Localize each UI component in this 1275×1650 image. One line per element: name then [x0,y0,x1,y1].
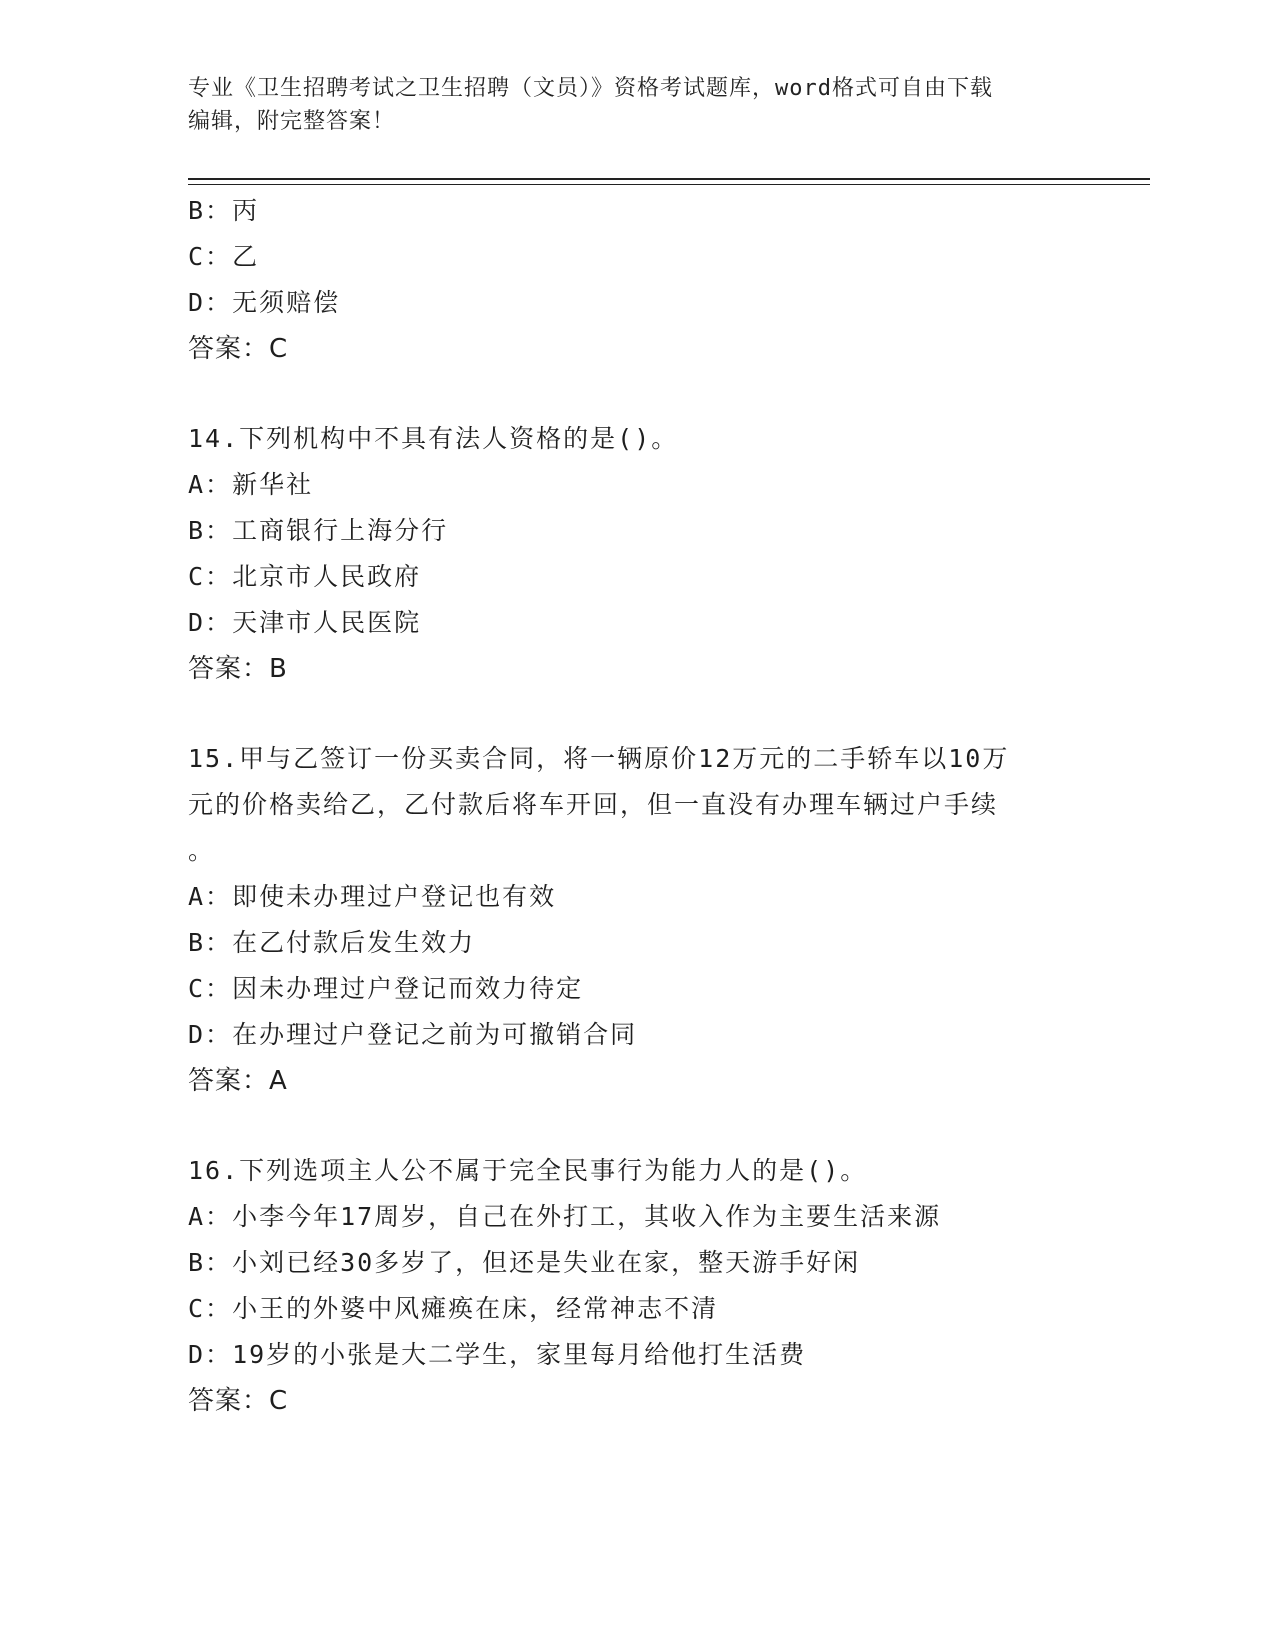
option-a [188,462,1088,508]
option-text: 天津市人民医院 [232,608,422,637]
option-b [188,920,1088,966]
header-divider [188,178,1150,185]
option-a [188,1194,1088,1240]
answer-line: 答案：C [188,334,289,364]
answer-line: 答案：C [188,1386,289,1416]
option-text: 即使未办理过户登记也有效 [232,882,557,911]
option-c [188,554,1088,600]
answer-line: 答案：B [188,654,288,684]
option-a [188,874,1088,920]
option-key: B： [188,928,233,957]
option-text: 在办理过户登记之前为可撤销合同 [232,1020,638,1049]
question-fragment-13 [188,188,1088,372]
spacer [188,692,1088,736]
option-d [188,280,1088,326]
option-c [188,966,1088,1012]
option-key: C： [188,1294,233,1323]
question-14 [188,416,1088,692]
question-stem-line-1: 15.甲与乙签订一份买卖合同，将一辆原价12万元的二手轿车以10万 [188,744,1010,773]
answer-line: 答案：A [188,1066,288,1096]
option-key: B： [188,196,233,225]
option-key: D： [188,1340,233,1369]
option-text: 小刘已经30多岁了，但还是失业在家，整天游手好闲 [232,1248,861,1277]
option-c [188,1286,1088,1332]
option-b [188,188,1088,234]
option-key: D： [188,288,233,317]
header-line-1: 专业《卫生招聘考试之卫生招聘（文员）》资格考试题库，word格式可自由下载 [188,76,993,101]
option-text: 19岁的小张是大二学生，家里每月给他打生活费 [232,1340,807,1369]
question-stem-line-2: 元的价格卖给乙，乙付款后将车开回，但一直没有办理车辆过户手续 [188,790,999,819]
option-text: 小李今年17周岁，自己在外打工，其收入作为主要生活来源 [232,1202,942,1231]
option-key: A： [188,882,233,911]
option-text: 乙 [232,242,260,271]
question-stem: 14.下列机构中不具有法人资格的是()。 [188,424,679,453]
option-text: 小王的外婆中风瘫痪在床，经常神志不清 [232,1294,719,1323]
option-b [188,508,1088,554]
question-content [188,188,1088,1424]
option-text: 工商银行上海分行 [232,516,449,545]
option-key: D： [188,1020,233,1049]
option-d [188,1012,1088,1058]
option-text: 北京市人民政府 [232,562,422,591]
header-line-2: 编辑，附完整答案！ [188,109,396,134]
option-text: 因未办理过户登记而效力待定 [232,974,584,1003]
question-stem: 16.下列选项主人公不属于完全民事行为能力人的是()。 [188,1156,868,1185]
option-key: A： [188,470,233,499]
option-key: B： [188,516,233,545]
option-d [188,600,1088,646]
spacer [188,372,1088,416]
option-key: C： [188,562,233,591]
option-text: 新华社 [232,470,314,499]
option-b [188,1240,1088,1286]
option-key: A： [188,1202,233,1231]
option-key: D： [188,608,233,637]
option-key: B： [188,1248,233,1277]
option-d [188,1332,1088,1378]
option-text: 丙 [232,196,260,225]
question-16 [188,1148,1088,1424]
question-stem-line-3: 。 [188,836,216,865]
option-text: 在乙付款后发生效力 [232,928,476,957]
option-key: C： [188,242,233,271]
option-text: 无须赔偿 [232,288,341,317]
page-header [188,72,1068,138]
option-key: C： [188,974,233,1003]
option-c [188,234,1088,280]
question-15 [188,736,1088,1104]
spacer [188,1104,1088,1148]
